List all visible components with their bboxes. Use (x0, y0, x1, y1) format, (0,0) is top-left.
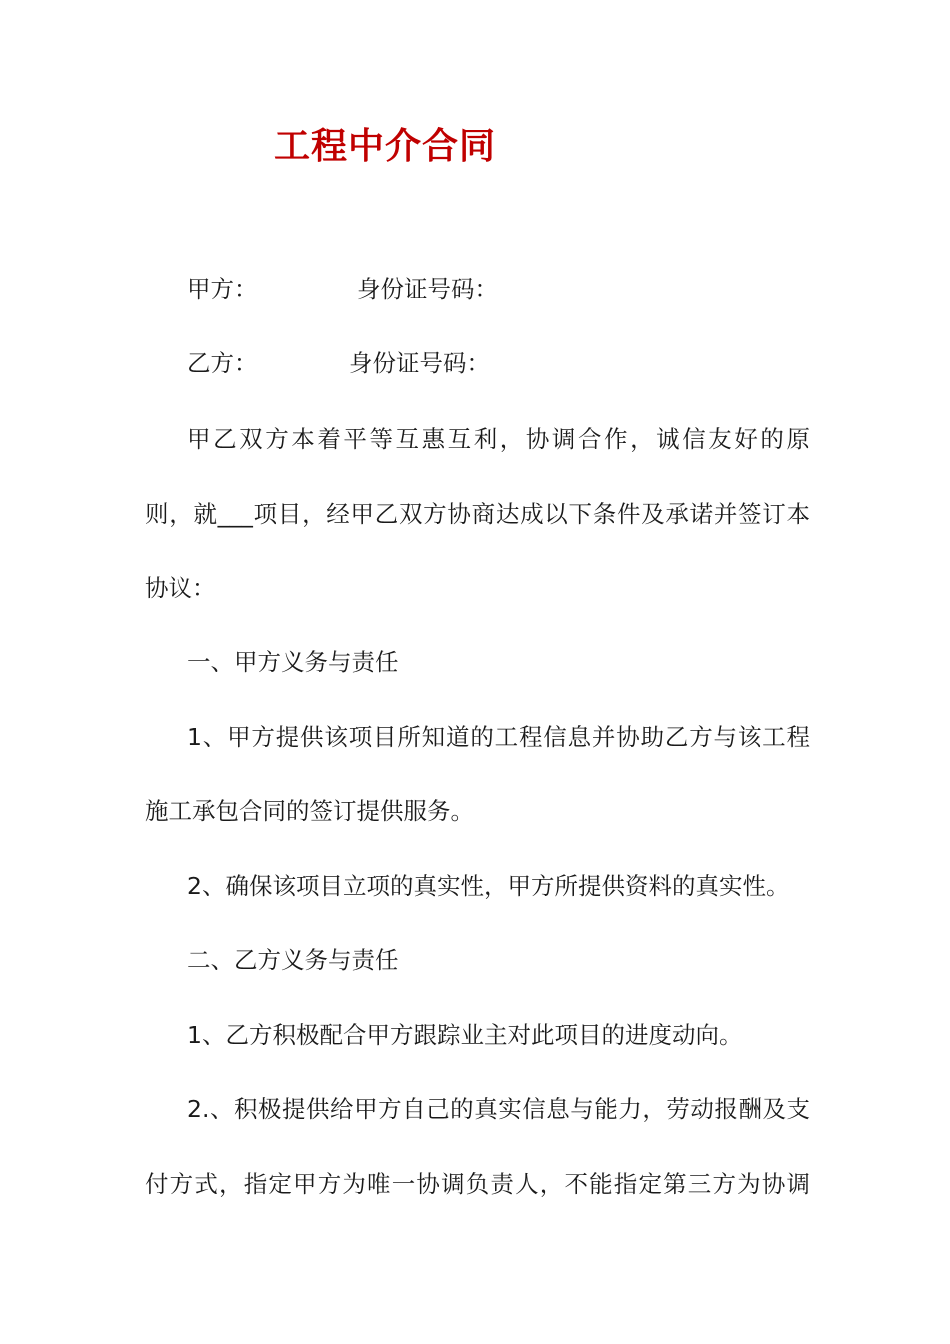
party-a-label: 甲方： (187, 275, 258, 303)
section-1-item-1-line-1: 1、甲方提供该项目所知道的工程信息并协助乙方与该工程 (187, 723, 810, 751)
party-b-id-label: 身份证号码： (349, 349, 490, 377)
intro-line-1: 甲乙双方本着平等互惠互利，协调合作，诚信友好的原 (187, 425, 810, 453)
party-a-id-label: 身份证号码： (357, 275, 498, 303)
intro-line-2: 则，就___项目，经甲乙双方协商达成以下条件及承诺并签订本 (145, 500, 810, 528)
section-1-item-1-line-2: 施工承包合同的签订提供服务。 (145, 797, 474, 825)
section-2-item-1: 1、乙方积极配合甲方跟踪业主对此项目的进度动向。 (187, 1021, 743, 1049)
section-2-item-2-line-2: 付方式，指定甲方为唯一协调负责人，不能指定第三方为协调 (145, 1170, 810, 1198)
party-b-label: 乙方： (187, 349, 258, 377)
document-title: 工程中介合同 (274, 126, 497, 167)
section-1-heading: 一、甲方义务与责任 (187, 648, 399, 676)
intro-line-3: 协议： (145, 574, 216, 602)
section-2-item-2-line-1: 2.、积极提供给甲方自己的真实信息与能力，劳动报酬及支 (187, 1095, 810, 1123)
section-1-item-2: 2、确保该项目立项的真实性，甲方所提供资料的真实性。 (187, 872, 790, 900)
section-2-heading: 二、乙方义务与责任 (187, 946, 399, 974)
